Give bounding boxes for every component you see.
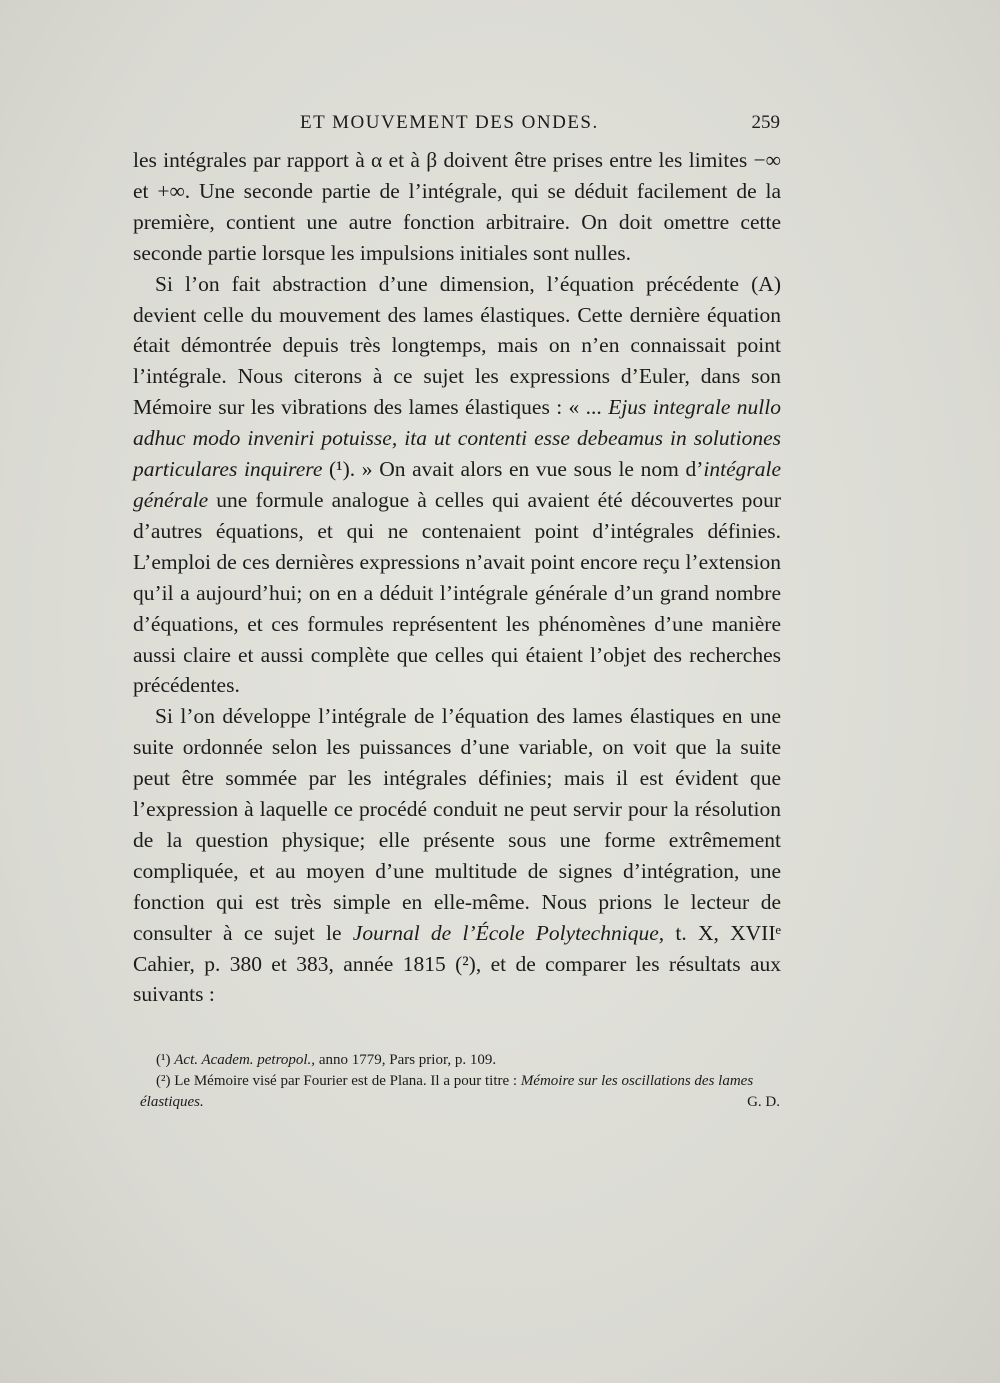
footnote-2-mark: (²)	[156, 1073, 175, 1089]
footnote-signature: G. D.	[747, 1094, 780, 1110]
euler-latin-quote: Ejus integrale nullo adhuc modo inveniri potuisse, ita ut contenti esse debeamus in solutiones particulares inquirere	[133, 395, 781, 482]
footnote-1	[140, 1050, 780, 1071]
paragraph-2	[133, 269, 781, 702]
footnote-2-text: Le Mémoire visé par Fourier est de Plana. Il a pour titre :	[174, 1073, 521, 1089]
footnote-1-mark: (¹)	[156, 1052, 175, 1068]
running-title: ET MOUVEMENT DES ONDES.	[300, 112, 599, 133]
body-text	[133, 145, 781, 1010]
journal-title: Journal de l’École Polytechnique,	[352, 920, 665, 945]
paragraph-1-text: les intégrales par rapport à α et à β doivent être prises entre les limites −∞ et +∞. Une seconde partie de l’intégrale, qui se déduit facilement de la première, contient une autre fonction arbitraire. On doit omettre cette seconde partie lorsque les impulsions initiales sont nulles.	[133, 148, 781, 265]
paragraph-3-text-a: Si l’on développe l’intégrale de l’équation des lames élastiques en une suite ordonnée selon les puissances d’une variable, on voit que la suite peut être sommée par les intégrales définies; mais il est évident que l’expression à laquelle ce procédé conduit ne peut servir pour la résolution de la question physique; elle présente sous une forme extrêmement compliquée, et au moyen d’une multitude de signes d’intégration, une fonction qui est très simple en elle-même. Nous prions le lecteur de consulter à ce sujet le	[133, 704, 781, 945]
paragraph-2-text-c: une formule analogue à celles qui avaient été découvertes pour d’autres équations, et qui ne contenaient point d’intégrales définies. L’emploi de ces dernières expressions n’avait point encore reçu l’extension qu’il a aujourd’hui; on en a déduit l’intégrale générale d’un grand nombre d’équations, et ces formules représentent les phénomènes d’une manière aussi claire et aussi complète que celles qui étaient l’objet des recherches précédentes.	[133, 487, 781, 698]
footnote-ref-1: (¹). »	[322, 457, 380, 482]
footnote-1-rest: anno 1779, Pars prior, p. 109.	[315, 1052, 497, 1068]
paragraph-2-text-a: Si l’on fait abstraction d’une dimension, l’équation précédente (A) devient celle du mouvement des lames élastiques. Cette dernière équation était démontrée depuis très longtemps, mais on n’en connaissait point l’intégrale. Nous citerons à ce sujet les expressions d’Euler, dans son Mémoire sur les vibrations des lames élastiques : « ...	[133, 271, 781, 420]
page-header	[130, 112, 780, 142]
footnotes	[140, 1050, 780, 1113]
paragraph-3-text-b: t. X, XVIIᵉ Cahier, p. 380 et 383, année 1815 (²), et de comparer les résultats aux suivants :	[133, 920, 781, 1007]
footnote-2	[140, 1071, 780, 1113]
paragraph-1	[133, 145, 781, 269]
footnote-2-title: Mémoire sur les oscillations des lames élastiques.	[140, 1073, 754, 1110]
page-number: 259	[751, 112, 780, 133]
footnote-1-title: Act. Academ. petropol.,	[174, 1052, 316, 1068]
paragraph-2-text-b: On avait alors en vue sous le nom d’	[379, 457, 704, 482]
paragraph-3	[133, 701, 781, 1010]
term-integrale-generale: intégrale générale	[133, 457, 781, 512]
